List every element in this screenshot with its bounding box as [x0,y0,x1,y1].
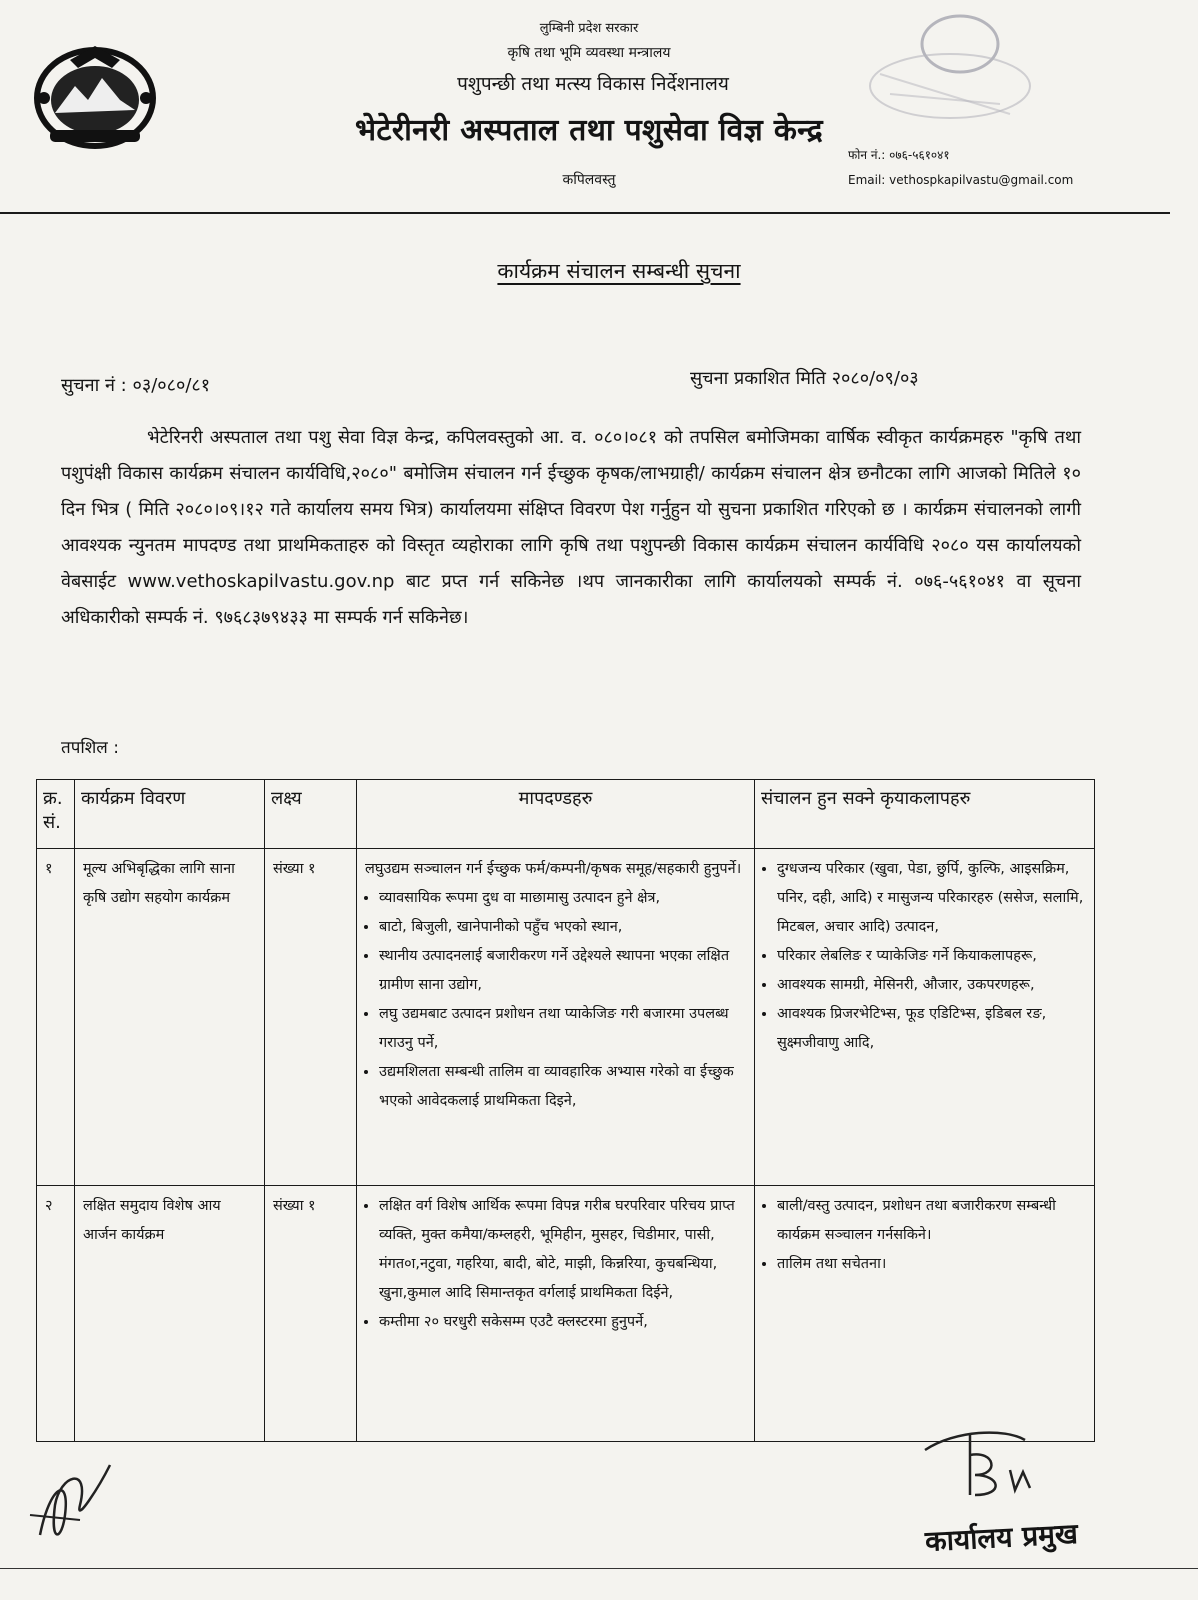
office-phone: फोन नं.: ०७६-५६१०४१ [848,148,950,162]
header-program: कार्यक्रम विवरण [75,780,265,849]
office-location: कपिलवस्तु [562,172,616,188]
cell-target: संख्या १ [265,1186,357,1442]
details-label: तपशिल : [61,738,119,758]
header-sn: क्र. सं. [37,780,75,849]
criteria-item: • कम्तीमा २० घरधुरी सकेसम्म एउटै क्लस्टरमा हुनुपर्ने, [379,1308,746,1337]
initial-signature-icon [20,1445,130,1560]
government-name: लुम्बिनी प्रदेश सरकार [539,21,639,36]
criteria-item: • व्यावसायिक रूपमा दुध वा माछामासु उत्पादन हुने क्षेत्र, [379,884,746,913]
activity-item: • दुग्धजन्य परिकार (खुवा, पेडा, छुर्पि, कुल्फि, आइसक्रिम, पनिर, दही, आदि) र मासुजन्य परिकारहरु (ससेज, सलामि, मिटबल, अचार आदि) उत्पादन, [777,855,1086,942]
office-email: Email: vethospkapilvastu@gmail.com [848,173,1074,187]
criteria-item: • बाटो, बिजुली, खानेपानीको पहुँच भएको स्थान, [379,913,746,942]
office-name: भेटेरीनरी अस्पताल तथा पशुसेवा विज्ञ केन्द्र [355,113,823,148]
cell-criteria [357,849,755,1186]
cell-activities [755,1186,1095,1442]
ministry-name: कृषि तथा भूमि व्यवस्था मन्त्रालय [507,45,671,61]
header-activities: संचालन हुन सक्ने कृयाकलापहरु [755,780,1095,849]
notice-number: सुचना नं : ०३/०८०/८१ [61,375,211,396]
header-target: लक्ष्य [265,780,357,849]
activity-item: • आवश्यक सामग्री, मेसिनरी, औजार, उकपरणहरू, [777,971,1086,1000]
notice-body: भेटेरिनरी अस्पताल तथा पशु सेवा विज्ञ केन्द्र, कपिलवस्तुको आ. व. ०८०।०८१ को तपसिल बमोजिमका वार्षिक स्वीकृत कार्यक्रमहरु "कृषि तथा पशुपंक्षी विकास कार्यक्रम संचालन कार्यविधि,२०८०" बमोजिम संचालन गर्न ईच्छुक कृषक/लाभग्राही/ कार्यक्रम संचालन क्षेत्र छनौटका लागि आजको मितिले १० दिन भित्र ( मिति २०८०।०९।१२ गते कार्यालय समय भित्र) कार्यालयमा संक्षिप्त विवरण पेश गर्नुहुन यो सुचना प्रकाशित गरिएको छ । कार्यक्रम संचालनको लागी आवश्यक न्युनतम मापदण्ड तथा प्राथमिकताहरु को विस्तृत व्यहोराका लागि कृषि तथा पशुपन्छी विकास कार्यक्रम संचालन कार्यविधि २०८० यस कार्यालयको वेबसाईट www.vethoskapilvastu.gov.np बाट प्रप्त गर्न सकिनेछ ।थप जानकारीका लागि कार्यालयको सम्पर्क नं. ०७६-५६१०४१ वा सूचना अधिकारीको सम्पर्क नं. ९७६८३७९४३३ मा सम्पर्क गर्न सकिनेछ। [61,427,1081,628]
cell-criteria [357,1186,755,1442]
cell-target: संख्या १ [265,849,357,1186]
head-signature-icon [915,1420,1095,1520]
footer-divider [0,1568,1198,1569]
cell-program: मूल्य अभिबृद्धिका लागि साना कृषि उद्योग सहयोग कार्यक्रम [75,849,265,1186]
cell-sn: १ [37,849,75,1186]
criteria-item: • स्थानीय उत्पादनलाई बजारीकरण गर्ने उद्देश्यले स्थापना भएका लक्षित ग्रामीण साना उद्योग, [379,942,746,1000]
directorate-name: पशुपन्छी तथा मत्स्य विकास निर्देशनालय [457,73,729,95]
header-divider [0,212,1170,214]
published-date: सुचना प्रकाशित मिति २०८०/०९/०३ [690,368,919,389]
cell-program: लक्षित समुदाय विशेष आय आर्जन कार्यक्रम [75,1186,265,1442]
activity-item: • आवश्यक प्रिजरभेटिभ्स, फूड एडिटिभ्स, इडिबल रङ, सुक्ष्मजीवाणु आदि, [777,1000,1086,1058]
header-criteria: मापदण्डहरु [357,780,755,849]
activity-item: • तालिम तथा सचेतना। [777,1250,1086,1279]
office-head-label: कार्यालय प्रमुख [924,1517,1079,1558]
activity-item: • परिकार लेबलिङ र प्याकेजिङ गर्ने कियाकलापहरू, [777,942,1086,971]
criteria-item: • लघु उद्यमबाट उत्पादन प्रशोधन तथा प्याकेजिङ गरी बजारमा उपलब्ध गराउनु पर्ने, [379,1000,746,1058]
criteria-intro: लघुउद्यम सञ्चालन गर्न ईच्छुक फर्म/कम्पनी/कृषक समूह/सहकारी हुनुपर्ने। [365,861,742,877]
table-row [37,849,1095,1186]
notice-title-wrap [0,257,1198,285]
criteria-item: • उद्यमशिलता सम्बन्धी तालिम वा व्यावहारिक अभ्यास गरेको वा ईच्छुक भएको आवेदकलाई प्राथमिकता दिइने, [379,1058,746,1116]
activity-item: • बाली/वस्तु उत्पादन, प्रशोधन तथा बजारीकरण सम्बन्धी कार्यक्रम सञ्चालन गर्नसकिने। [777,1192,1086,1250]
cell-activities [755,849,1095,1186]
table-header-row [37,780,1095,849]
cell-sn: २ [37,1186,75,1442]
faded-stamp-icon [840,4,1040,134]
criteria-item: • लक्षित वर्ग विशेष आर्थिक रूपमा विपन्न गरीब घरपरिवार परिचय प्राप्त व्यक्ति, मुक्त कमैया/कम्लहरी, भूमिहीन, मुसहर, चिडीमार, पासी, मंगत०ा,नटुवा, गहरिया, बादी, बोटे, माझी, किन्नरिया, कुचबन्धिया, खुना,कुमाल आदि सिमान्तकृत वर्गलाई प्राथमिकता दिईने, [379,1192,746,1308]
table-row [37,1186,1095,1442]
notice-title: कार्यक्रम संचालन सम्बन्धी सुचना [497,259,741,283]
program-table [36,779,1095,1442]
